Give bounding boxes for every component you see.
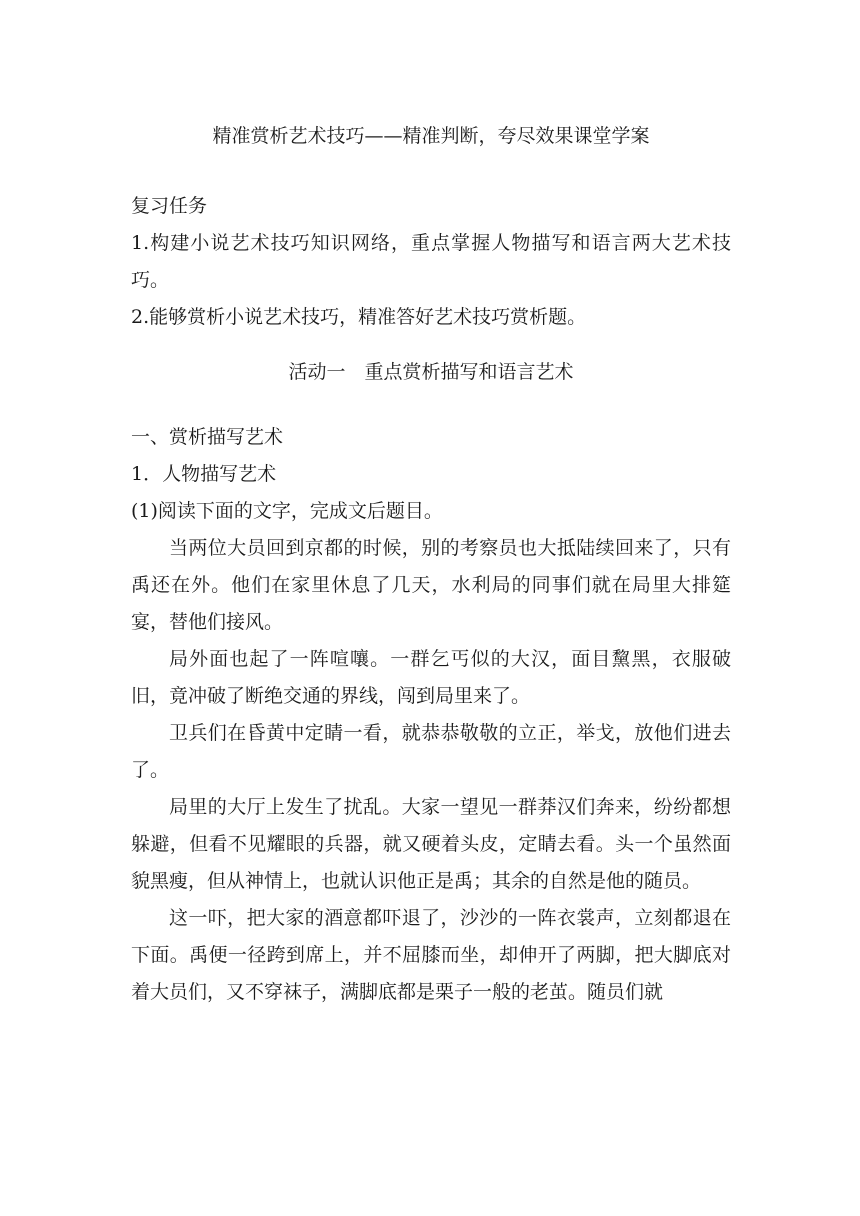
passage-paragraph-1: 当两位大员回到京都的时候，别的考察员也大抵陆续回来了，只有禹还在外。他们在家里休息了几天，水利局的同事们就在局里大排筵宴，替他们接风。: [131, 537, 731, 633]
document-page: [131, 118, 731, 1011]
passage-paragraph-5: 这一吓，把大家的酒意都吓退了，沙沙的一阵衣裳声，立刻都退在下面。禹便一径跨到席上，并不屈膝而坐，却伸开了两脚，把大脚底对着大员们，又不穿袜子，满脚底都是栗子一般的老茧。随员们就: [131, 907, 731, 1003]
passage-paragraph-2: 局外面也起了一阵喧嚷。一群乞丐似的大汉，面目黧黑，衣服破旧，竟冲破了断绝交通的界线，闯到局里来了。: [131, 648, 731, 707]
section-heading: 一、赏析描写艺术: [131, 426, 284, 448]
passage-paragraph-3: 卫兵们在昏黄中定睛一看，就恭恭敬敬的立正，举戈，放他们进去了。: [131, 722, 731, 781]
review-item-1: 1.构建小说艺术技巧知识网络，重点掌握人物描写和语言两大艺术技巧。: [131, 232, 731, 291]
activity-title: 活动一 重点赏析描写和语言艺术: [288, 361, 574, 383]
page-title: 精准赏析艺术技巧——精准判断，夸尽效果课堂学案: [212, 125, 650, 147]
passage-paragraph-4: 局里的大厅上发生了扰乱。大家一望见一群莽汉们奔来，纷纷都想躲避，但看不见耀眼的兵器，就又硬着头皮，定睛去看。头一个虽然面貌黑瘦，但从神情上，也就认识他正是禹；其余的自然是他的随员。: [131, 796, 731, 892]
task-instruction: (1)阅读下面的文字，完成文后题目。: [131, 500, 443, 522]
review-heading: 复习任务: [131, 195, 208, 217]
sub-heading: 1．人物描写艺术: [131, 463, 277, 485]
spacer: [131, 391, 731, 419]
spacer: [131, 155, 731, 188]
review-item-2: 2.能够赏析小说艺术技巧，精准答好艺术技巧赏析题。: [131, 306, 587, 328]
